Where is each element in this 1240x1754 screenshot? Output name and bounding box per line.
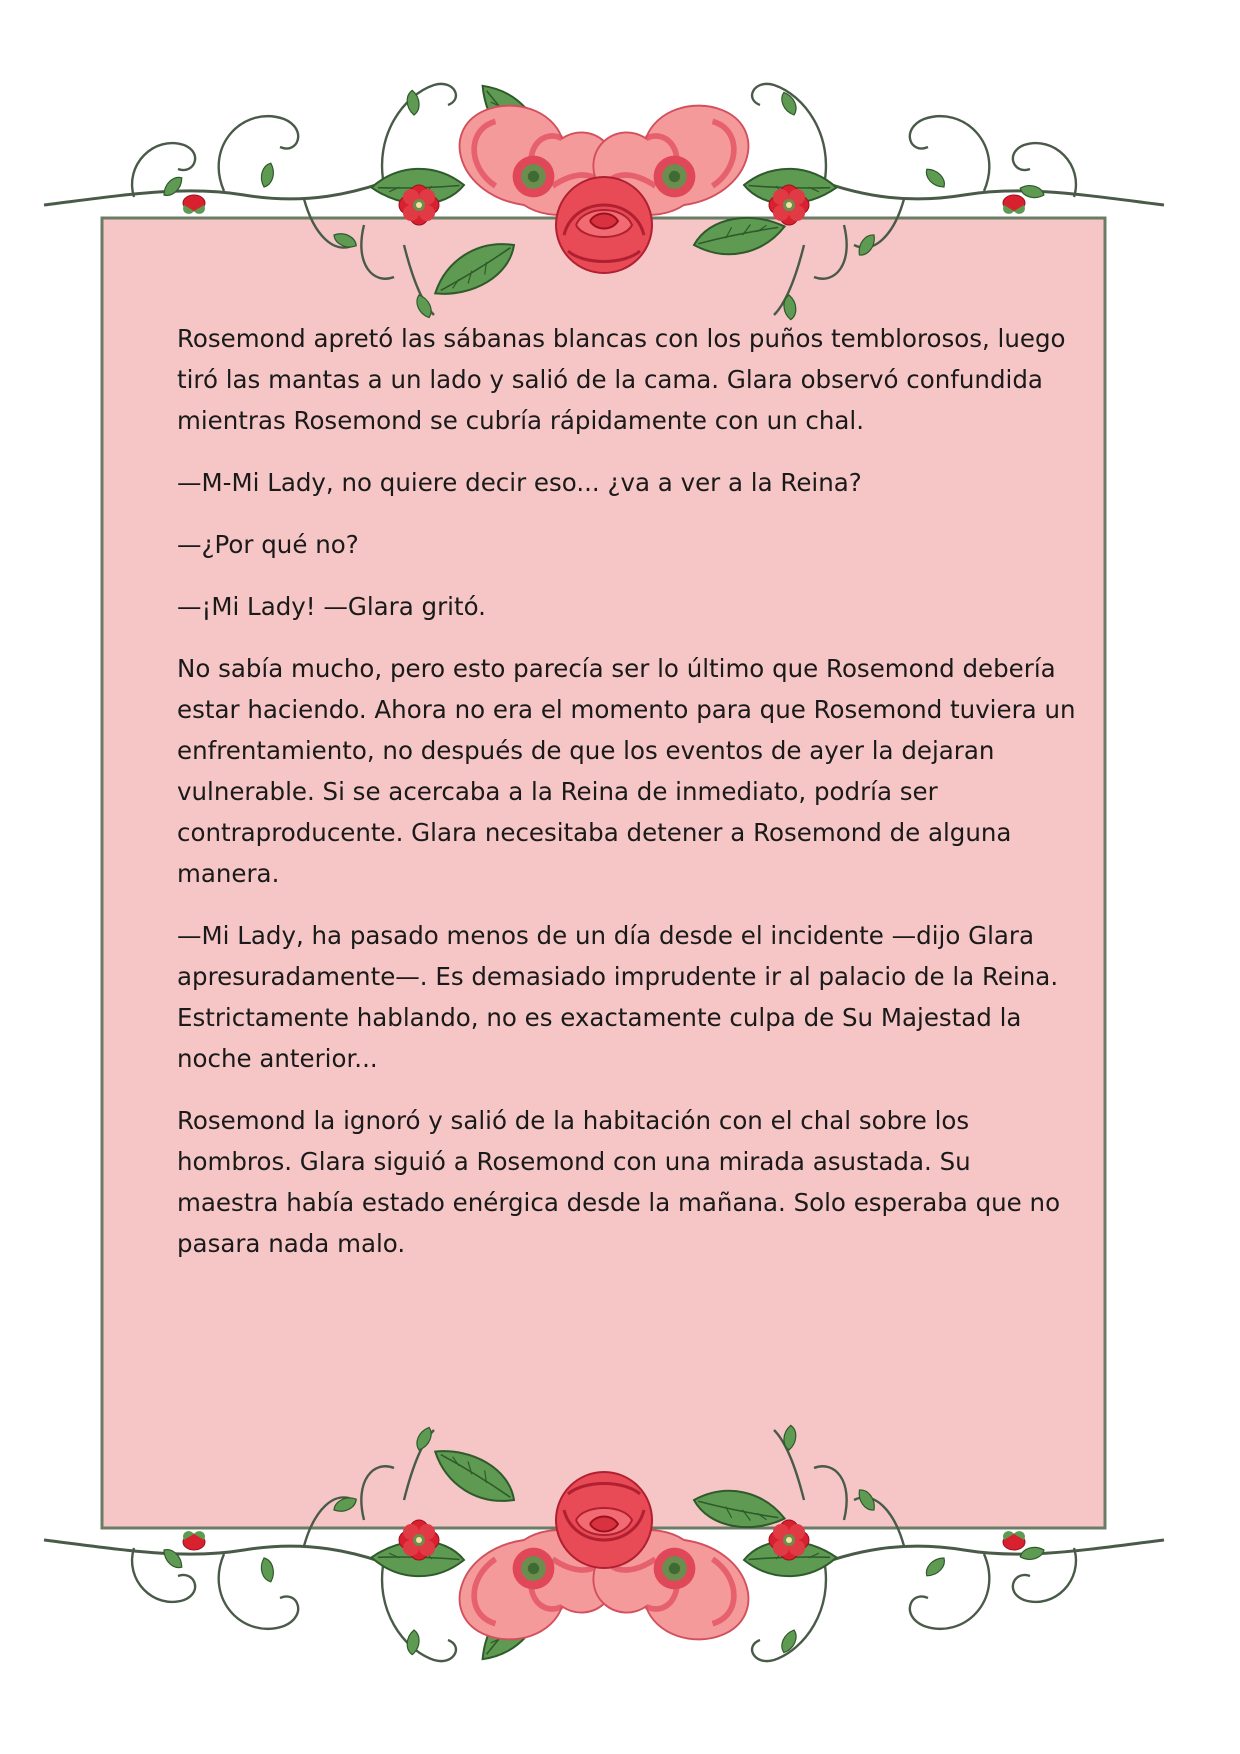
paragraph: —Mi Lady, ha pasado menos de un día desde el incidente —dijo Glara apresuradamente—. Es demasiado imprudente ir al palacio de la Reina. Estrictamente hablando, no es exactamente culpa de Su Majestad la noche anterior... <box>177 921 1059 1073</box>
paragraph: Rosemond la ignoró y salió de la habitación con el chal sobre los hombros. Glara siguió a Rosemond con una mirada asustada. Su maestra había estado enérgica desde la mañana. Solo esperaba que no pasara nada malo. <box>177 1106 1061 1258</box>
paragraph: —¡Mi Lady! —Glara gritó. <box>177 592 486 621</box>
paragraph: —¿Por qué no? <box>177 530 359 559</box>
paragraph: —M-Mi Lady, no quiere decir eso... ¿va a ver a la Reina? <box>177 468 862 497</box>
paragraph: Rosemond apretó las sábanas blancas con los puños temblorosos, luego tiró las mantas a un lado y salió de la cama. Glara observó confundida mientras Rosemond se cubría rápidamente con un chal. <box>177 324 1066 435</box>
paragraph: No sabía mucho, pero esto parecía ser lo último que Rosemond debería estar haciendo. Ahora no era el momento para que Rosemond tuviera un enfrentamiento, no después de que los eventos de ayer la dejaran vulnerable. Si se acercaba a la Reina de inmediato, podría ser contraproducente. Glara necesitaba detener a Rosemond de alguna manera. <box>177 654 1076 888</box>
story-text <box>177 318 1077 1285</box>
